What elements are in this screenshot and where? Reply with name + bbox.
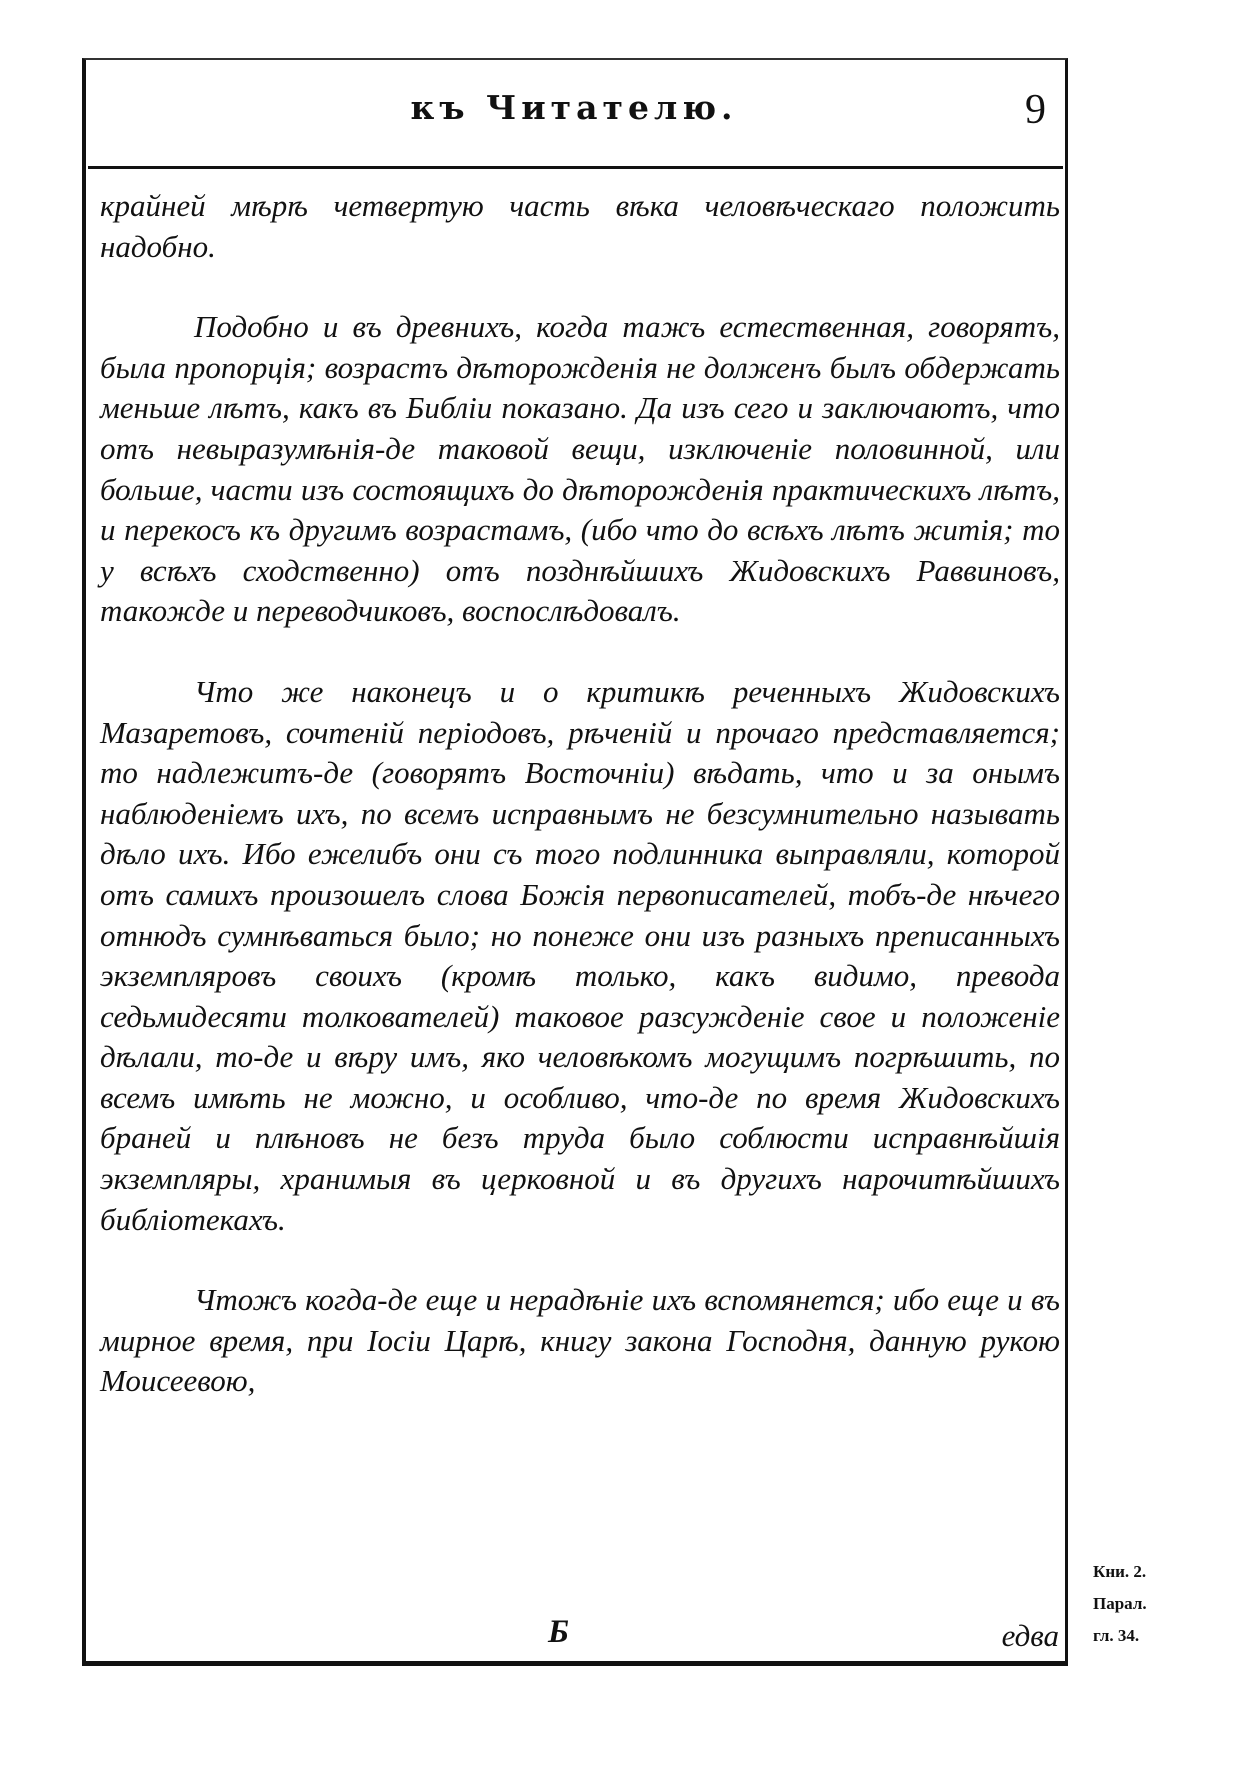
- margin-note: [1093, 1556, 1197, 1652]
- paragraph-continuation: крайней мѣрѣ четвертую часть вѣка человѣческаго положить надобно.: [100, 188, 1060, 264]
- margin-note-line: Парал.: [1093, 1594, 1147, 1613]
- signature-mark: Б: [548, 1614, 569, 1650]
- page-header: [88, 86, 1060, 146]
- header-rule: [88, 166, 1063, 169]
- margin-note-line: гл. 34.: [1093, 1626, 1140, 1645]
- body-text: [100, 186, 1060, 1402]
- page-number: 9: [1025, 87, 1046, 133]
- catchword: едва: [1001, 1618, 1059, 1653]
- paragraph: Что же наконецъ и о критикѣ реченныхъ Жидовскихъ Мазаретовъ, сочтеній періодовъ, рѣченій и прочаго представляется; то надлежитъ-де (говорятъ Восточніи) вѣдать, что и за онымъ наблюденіемъ ихъ, по всемъ исправнымъ не безсумнительно называть дѣло ихъ. Ибо ежелибъ они съ того подлинника выправляли, которой отъ самихъ произошелъ слова Божія первописателей, тобъ-де нѣчего отнюдъ сумнѣваться было; но понеже они изъ разныхъ преписанныхъ экземпляровъ своихъ (кромѣ только, какъ видимо, превода седьмидесяти толкователей) таковое разсужденіе свое и положеніе дѣлали, то-де и вѣру имъ, яко человѣкомъ могущимъ погрѣшить, по всемъ имѣть не можно, и особливо, что-де по время Жидовскихъ браней и плѣновъ не безъ труда было соблюсти исправнѣйшія экземпляры, хранимыя въ церковной и въ другихъ нарочитѣйшихъ библіотекахъ.: [100, 673, 1060, 1237]
- paragraph: Чтожъ когда-де еще и нерадѣніе ихъ вспомянется; ибо еще и въ мирное время, при Іосіи Царѣ, книгу закона Господня, данную рукою Моисеевою,: [100, 1282, 1060, 1399]
- running-head: къ Читателю.: [410, 88, 738, 127]
- paragraph: Подобно и въ древнихъ, когда тажъ естественная, говорятъ, была пропорція; возрастъ дѣторожденія не долженъ былъ обдержать меньше лѣтъ, какъ въ Библіи показано. Да изъ сего и заключаютъ, что отъ невыразумѣнія-де таковой вещи, изключеніе половинной, или больше, части изъ состоящихъ до дѣторожденія практическихъ лѣтъ, и перекосъ къ другимъ возрастамъ, (ибо что до всѣхъ лѣтъ житія; то у всѣхъ сходственно) отъ позднѣйшихъ Жидовскихъ Раввиновъ, такожде и переводчиковъ, воспослѣдовалъ.: [100, 309, 1060, 629]
- margin-note-line: Кни. 2.: [1093, 1562, 1147, 1581]
